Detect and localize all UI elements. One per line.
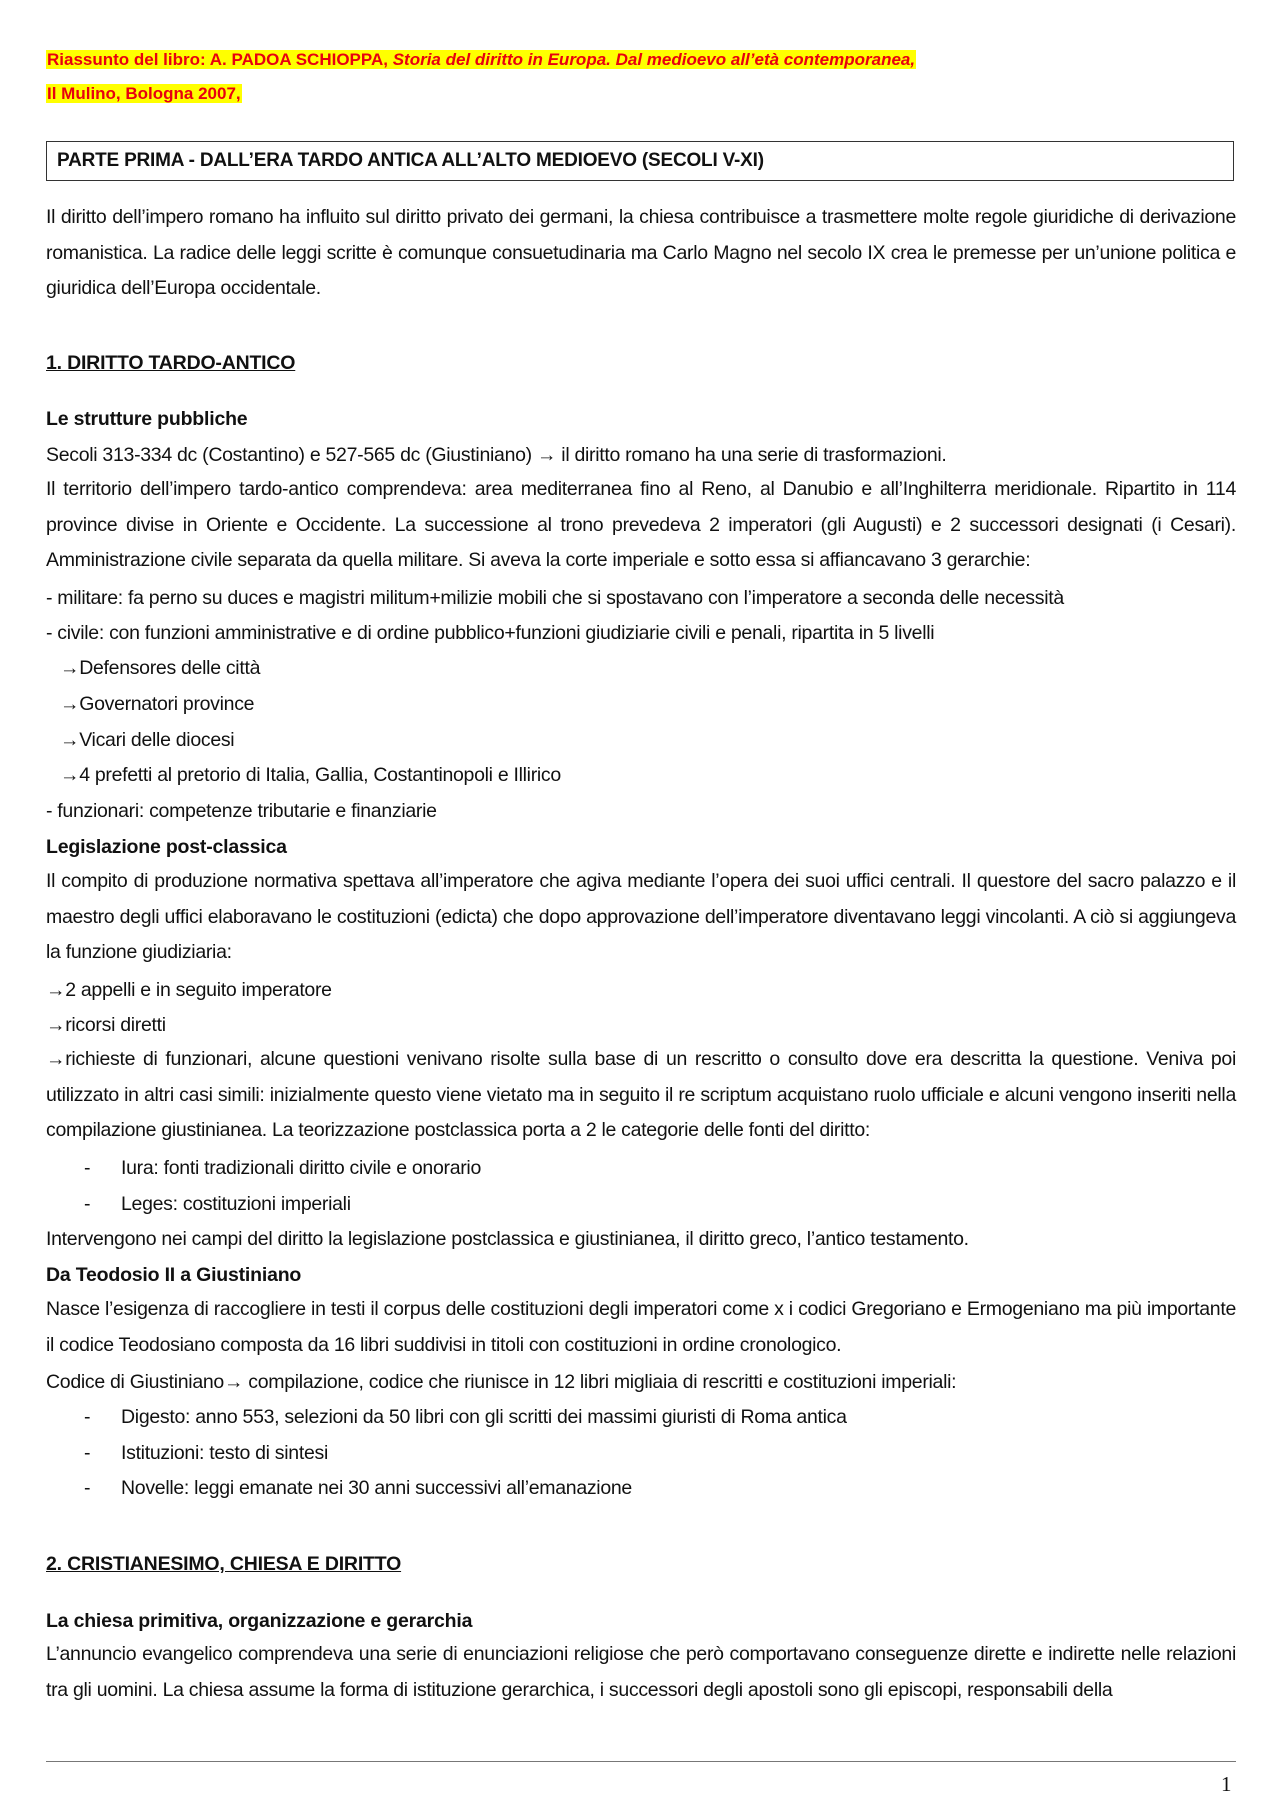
paragraph-interventi: Intervengono nei campi del diritto la legislazione postclassica e giustinianea, il diritto greco, l’antico testamento. xyxy=(46,1228,969,1250)
book-reference-prefix: Riassunto del libro: A. PADOA SCHIOPPA, xyxy=(47,50,393,69)
intro-paragraph: Il diritto dell’impero romano ha influito sul diritto privato dei germani, la chiesa contribuisce a trasmettere molte regole giuridiche di derivazione romanistica. La radice delle leggi scritte è comunque consuetudinaria ma Carlo Magno nel secolo IX crea le premesse per un’unione politica e giuridica dell’Europa occidentale. xyxy=(46,206,1236,299)
list-item: - Iura: fonti tradizionali diritto civile e onorario xyxy=(84,1157,482,1179)
subheading-teodosio: Da Teodosio II a Giustiniano xyxy=(46,1264,302,1286)
list-item: - Digesto: anno 553, selezioni da 50 libri con gli scritti dei massimi giuristi di Roma antica xyxy=(84,1406,847,1428)
hierarchy-civile: - civile: con funzioni amministrative e di ordine pubblico+funzioni giudiziarie civili e penali, ripartita in 5 livelli xyxy=(46,622,935,644)
arrow-item: →2 appelli e in seguito imperatore xyxy=(46,979,332,1001)
list-item: - Novelle: leggi emanate nei 30 anni successivi all’emanazione xyxy=(84,1477,632,1499)
level-item: →Governatori province xyxy=(60,693,255,715)
book-reference-line-1 xyxy=(46,49,916,71)
level-item: →Vicari delle diocesi xyxy=(60,729,235,751)
publisher-info: Il Mulino, Bologna 2007, xyxy=(47,84,241,103)
paragraph-corpus: Nasce l’esigenza di raccogliere in testi il corpus delle costituzioni degli imperatori come x i codici Gregoriano e Ermogeniano ma più importante il codice Teodosiano composta da 16 libri suddivisi in titoli con costituzioni in ordine cronologico. xyxy=(46,1298,1236,1356)
book-title: Storia del diritto in Europa. Dal medioevo all’età contemporanea, xyxy=(392,50,916,69)
subheading-legislazione: Legislazione post-classica xyxy=(46,836,287,858)
paragraph-codice: Codice di Giustiniano→ compilazione, codice che riunisce in 12 libri migliaia di rescritti e costituzioni imperiali: xyxy=(46,1371,957,1393)
arrow-item: →ricorsi diretti xyxy=(46,1014,166,1036)
list-item: - Istituzioni: testo di sintesi xyxy=(84,1442,328,1464)
paragraph-secoli: Secoli 313-334 dc (Costantino) e 527-565 dc (Giustiniano) → il diritto romano ha una serie di trasformazioni. xyxy=(46,444,947,466)
hierarchy-funzionari: - funzionari: competenze tributarie e finanziarie xyxy=(46,800,437,822)
level-item: →Defensores delle città xyxy=(60,657,261,679)
paragraph-rescritti: →richieste di funzionari, alcune questioni venivano risolte sulla base di un rescritto o consulto dove era descritta la questione. Veniva poi utilizzato in altri casi simili: inizialmente questo viene vietato ma in seguito il re scriptum acquistano ruolo ufficiale e alcuni vengono inseriti nella compilazione giustinianea. La teorizzazione postclassica porta a 2 le categorie delle fonti del diritto: xyxy=(46,1048,1236,1141)
hierarchy-militare: - militare: fa perno su duces e magistri militum+milizie mobili che si spostavano con l’imperatore a seconda delle necessità xyxy=(46,587,1064,609)
part-title: PARTE PRIMA - DALL’ERA TARDO ANTICA ALL’ALTO MEDIOEVO (SECOLI V-XI) xyxy=(46,141,1234,181)
paragraph-produzione-normativa: Il compito di produzione normativa spettava all’imperatore che agiva mediante l’opera dei suoi uffici centrali. Il questore del sacro palazzo e il maestro degli uffici elaboravano le costituzioni (edicta) che dopo approvazione dell’imperatore diventavano leggi vincolanti. A ciò si aggiungeva la funzione giudiziaria: xyxy=(46,870,1236,963)
book-reference-line-2 xyxy=(46,83,242,105)
paragraph-annuncio: L’annuncio evangelico comprendeva una serie di enunciazioni religiose che però comportavano conseguenze dirette e indirette nelle relazioni tra gli uomini. La chiesa assume la forma di istituzione gerarchica, i successori degli apostoli sono gli episcopi, responsabili della xyxy=(46,1643,1236,1701)
page-number: 1 xyxy=(1221,1772,1232,1796)
section-heading-2: 2. CRISTIANESIMO, CHIESA E DIRITTO xyxy=(46,1553,402,1575)
paragraph-territorio: Il territorio dell’impero tardo-antico comprendeva: area mediterranea fino al Reno, al Danubio e all’Inghilterra meridionale. Ripartito in 114 province divise in Oriente e Occidente. La successione al trono prevedeva 2 imperatori (gli Augusti) e 2 successori designati (i Cesari). Amministrazione civile separata da quella militare. Si aveva la corte imperiale e sotto essa si affiancavano 3 gerarchie: xyxy=(46,478,1236,571)
level-item: →4 prefetti al pretorio di Italia, Gallia, Costantinopoli e Illirico xyxy=(60,764,561,786)
subheading-strutture: Le strutture pubbliche xyxy=(46,408,248,430)
footer-divider xyxy=(46,1761,1236,1762)
subheading-chiesa: La chiesa primitiva, organizzazione e gerarchia xyxy=(46,1610,473,1632)
list-item: - Leges: costituzioni imperiali xyxy=(84,1193,351,1215)
section-heading-1: 1. DIRITTO TARDO-ANTICO xyxy=(46,352,296,374)
